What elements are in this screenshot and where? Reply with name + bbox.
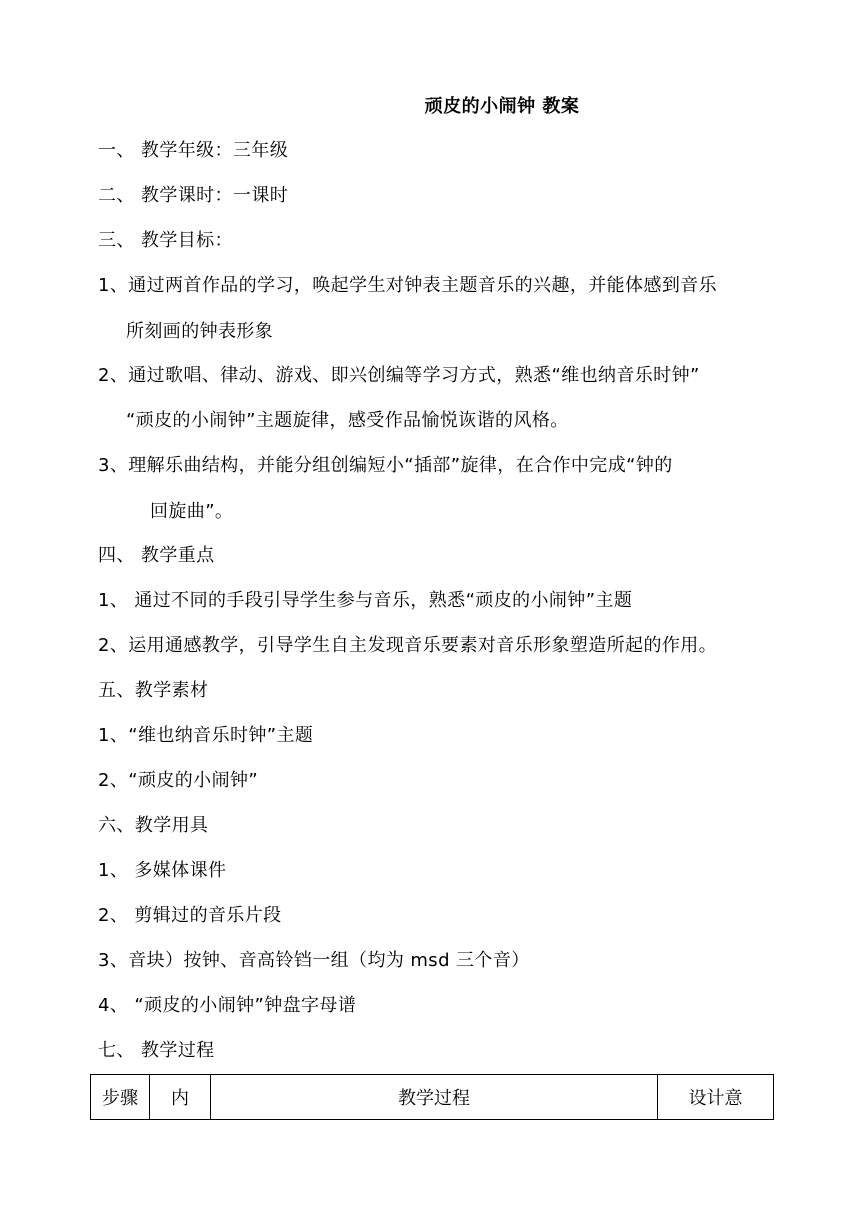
objective-2-cont: “顽皮的小闹钟”主题旋律，感受作品愉悦诙谐的风格。 (126, 410, 569, 431)
objective-3-cont: 回旋曲”。 (150, 501, 234, 522)
section-objectives: 三、 教学目标： (98, 230, 233, 251)
tool-4: 4、 “顽皮的小闹钟”钟盘字母谱 (98, 995, 357, 1016)
section-periods: 二、 教学课时：一课时 (98, 185, 289, 206)
section-key-points: 四、 教学重点 (98, 545, 215, 566)
objective-2: 2、通过歌唱、律动、游戏、即兴创编等学习方式，熟悉“维也纳音乐时钟” (98, 365, 700, 386)
objective-3: 3、理解乐曲结构，并能分组创编短小“插部”旋律，在合作中完成“钟的 (98, 455, 673, 476)
document-title: 顽皮的小闹钟 教案 (424, 96, 580, 117)
table-header-content: 内 (150, 1075, 211, 1120)
objective-1-cont: 所刻画的钟表形象 (126, 321, 274, 342)
table-header-intent: 设计意 (658, 1075, 774, 1120)
key-point-2: 2、运用通感教学，引导学生自主发现音乐要素对音乐形象塑造所起的作用。 (98, 635, 718, 656)
tool-1: 1、 多媒体课件 (98, 860, 227, 881)
tool-2: 2、 剪辑过的音乐片段 (98, 905, 282, 926)
material-1: 1、“维也纳音乐时钟”主题 (98, 725, 314, 746)
key-point-1: 1、 通过不同的手段引导学生参与音乐，熟悉“顽皮的小闹钟”主题 (98, 590, 633, 611)
table-header-row (91, 1075, 774, 1120)
section-process: 七、 教学过程 (98, 1040, 215, 1061)
objective-1: 1、通过两首作品的学习，唤起学生对钟表主题音乐的兴趣，并能体感到音乐 (98, 275, 718, 296)
table-header-step: 步骤 (91, 1075, 150, 1120)
section-materials: 五、教学素材 (98, 680, 209, 701)
material-2: 2、“顽皮的小闹钟” (98, 770, 259, 791)
table-header-process: 教学过程 (211, 1075, 658, 1120)
section-grade: 一、 教学年级：三年级 (98, 140, 289, 161)
tool-3: 3、音块）按钟、音高铃铛一组（均为 msd 三个音） (98, 950, 530, 971)
process-table (90, 1074, 774, 1120)
section-tools: 六、教学用具 (98, 815, 209, 836)
